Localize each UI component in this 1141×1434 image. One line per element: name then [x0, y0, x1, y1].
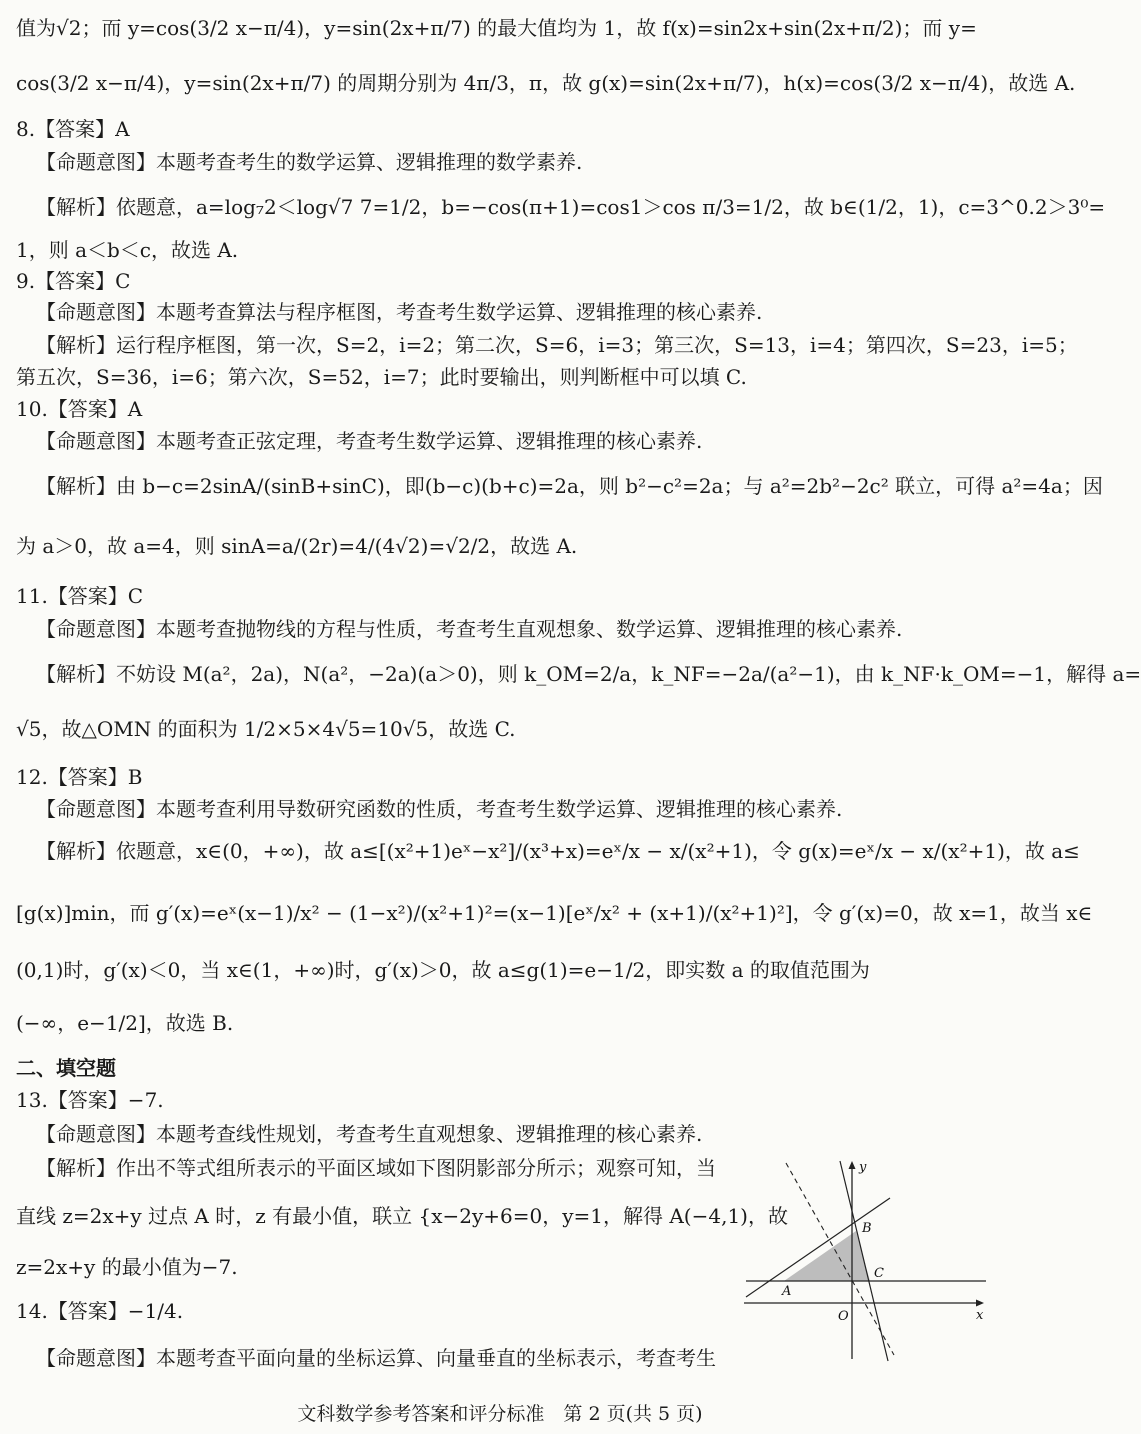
question-9-analysis: 【解析】运行程序框图，第一次，S=2，i=2；第二次，S=6，i=3；第三次，S=13，i=4；第四次，S=23，i=5； — [36, 333, 1078, 357]
text-line: 第五次，S=36，i=6；第六次，S=52，i=7；此时要输出，则判断框中可以填 C. — [16, 365, 747, 389]
question-11-intent: 【命题意图】本题考查抛物线的方程与性质，考查考生直观想象、数学运算、逻辑推理的核心素养. — [36, 617, 903, 641]
text-line: 1，则 a＜b＜c，故选 A. — [16, 238, 239, 262]
text-line: (−∞，e−1/2]，故选 B. — [16, 1011, 234, 1035]
page-footer: 文科数学参考答案和评分标准 第 2 页(共 5 页) — [297, 1403, 703, 1425]
x-axis-arrow — [976, 1300, 984, 1307]
question-14-answer: 14.【答案】−1/4. — [16, 1299, 184, 1323]
question-13-intent: 【命题意图】本题考查线性规划，考查考生直观想象、逻辑推理的核心素养. — [36, 1122, 703, 1146]
text-line: 为 a＞0，故 a=4，则 sinA=a/(2r)=4/(4√2)=√2/2，故选 A. — [16, 534, 578, 558]
text-line: z=2x+y 的最小值为−7. — [16, 1255, 238, 1279]
text-line: [g(x)]min，而 g′(x)=eˣ(x−1)/x² − (1−x²)/(x²+1)²=(x−1)[eˣ/x² + (x+1)/(x²+1)²]，令 g′(x)=0，故 x=1，故当 x∈ — [16, 901, 1093, 925]
question-11-answer: 11.【答案】C — [16, 584, 144, 608]
question-12-intent: 【命题意图】本题考查利用导数研究函数的性质，考查考生数学运算、逻辑推理的核心素养. — [36, 797, 843, 821]
question-11-analysis: 【解析】不妨设 M(a²，2a)，N(a²，−2a)(a＞0)，则 k_OM=2/a，k_NF=−2a/(a²−1)，由 k_NF·k_OM=−1，解得 a= — [36, 662, 1141, 686]
origin-label: O — [838, 1309, 849, 1324]
question-10-answer: 10.【答案】A — [16, 397, 143, 421]
shaded-region — [784, 1231, 870, 1281]
text-line: 值为√2；而 y=cos(3/2 x−π/4)，y=sin(2x+π/7) 的最大值均为 1，故 f(x)=sin2x+sin(2x+π/2)；而 y= — [16, 16, 977, 40]
question-10-analysis: 【解析】由 b−c=2sinA/(sinB+sinC)，即(b−c)(b+c)=2a，则 b²−c²=2a；与 a²=2b²−2c² 联立，可得 a²=4a；因 — [36, 474, 1103, 498]
question-13-analysis: 【解析】作出不等式组所表示的平面区域如下图阴影部分所示；观察可知，当 — [36, 1156, 716, 1180]
point-c-label: C — [874, 1266, 884, 1281]
question-9-answer: 9.【答案】C — [16, 269, 131, 293]
text-line: 直线 z=2x+y 过点 A 时，z 有最小值，联立 {x−2y+6=0，y=1，解得 A(−4,1)，故 — [16, 1204, 788, 1228]
y-axis-arrow — [849, 1161, 856, 1169]
question-12-analysis: 【解析】依题意，x∈(0，+∞)，故 a≤[(x²+1)eˣ−x²]/(x³+x)=eˣ/x − x/(x²+1)，令 g(x)=eˣ/x − x/(x²+1)，故 a≤ — [36, 839, 1080, 863]
point-a-label: A — [782, 1284, 792, 1299]
text-line: √5，故△OMN 的面积为 1/2×5×4√5=10√5，故选 C. — [16, 717, 516, 741]
line-x-minus-2y-plus-6 — [746, 1198, 890, 1297]
section-heading: 二、填空题 — [16, 1056, 116, 1080]
question-13-answer: 13.【答案】−7. — [16, 1088, 164, 1112]
feasible-region-figure — [740, 1155, 992, 1365]
y-axis-label: y — [859, 1160, 867, 1175]
text-line: cos(3/2 x−π/4)，y=sin(2x+π/7) 的周期分别为 4π/3，π，故 g(x)=sin(2x+π/7)，h(x)=cos(3/2 x−π/4)，故选 A. — [16, 71, 1076, 95]
question-8-answer: 8.【答案】A — [16, 117, 130, 141]
question-14-intent: 【命题意图】本题考查平面向量的坐标运算、向量垂直的坐标表示，考查考生 — [36, 1346, 716, 1370]
question-8-intent: 【命题意图】本题考查考生的数学运算、逻辑推理的数学素养. — [36, 150, 583, 174]
x-axis-label: x — [976, 1308, 984, 1323]
question-10-intent: 【命题意图】本题考查正弦定理，考查考生数学运算、逻辑推理的核心素养. — [36, 429, 703, 453]
question-8-analysis: 【解析】依题意，a=log₇2＜log√7 7=1/2，b=−cos(π+1)=cos1＞cos π/3=1/2，故 b∈(1/2，1)，c=3^0.2＞3⁰= — [36, 195, 1106, 219]
question-12-answer: 12.【答案】B — [16, 765, 143, 789]
point-b-label: B — [862, 1221, 872, 1236]
question-9-intent: 【命题意图】本题考查算法与程序框图，考查考生数学运算、逻辑推理的核心素养. — [36, 300, 763, 324]
text-line: (0,1)时，g′(x)＜0，当 x∈(1，+∞)时，g′(x)＞0，故 a≤g(1)=e−1/2，即实数 a 的取值范围为 — [16, 958, 870, 982]
